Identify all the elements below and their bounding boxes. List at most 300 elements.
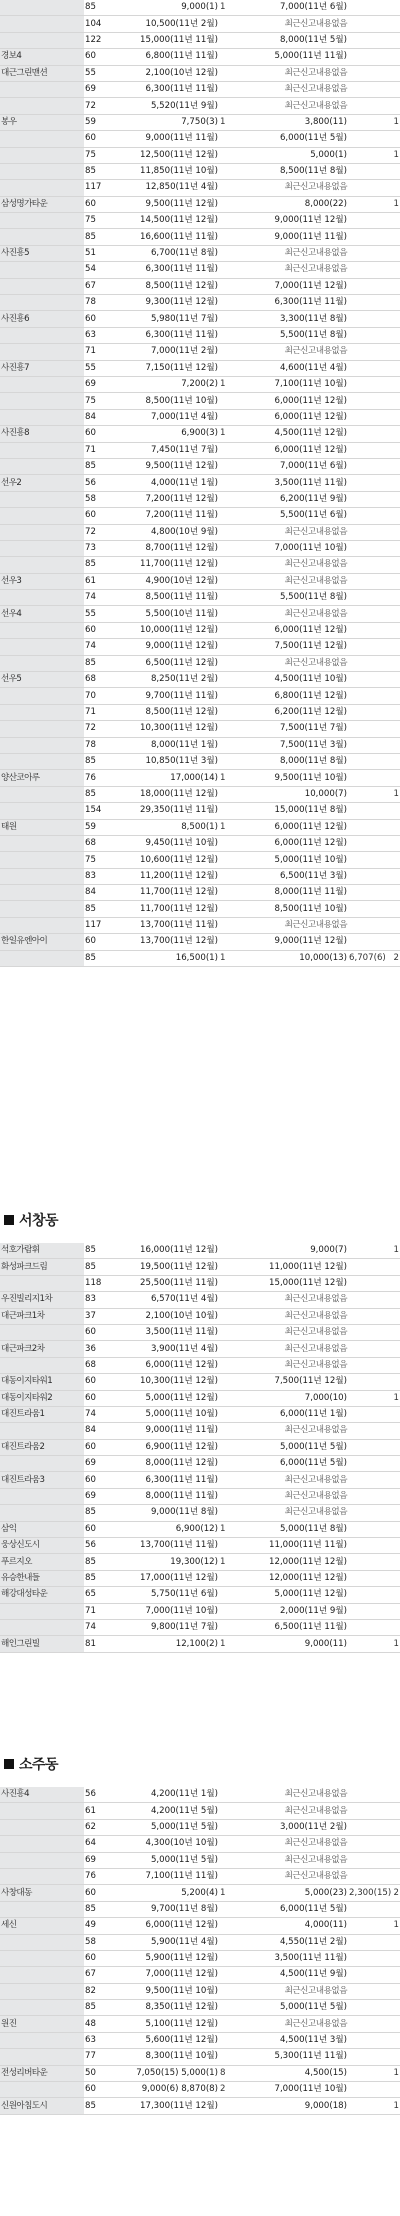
jeonse-price-cell: 10,000(13) [239, 950, 348, 966]
complex-name-cell: 봉우 [0, 114, 84, 130]
monthly-rent-cell [348, 1439, 383, 1455]
monthly-rent-cell [348, 2049, 383, 2065]
monthly-count-cell [383, 278, 400, 294]
monthly-count-cell [383, 1439, 400, 1455]
complex-name-cell [0, 639, 84, 655]
monthly-rent-cell [348, 327, 383, 343]
sale-count-cell [219, 262, 239, 278]
sale-count-cell [219, 147, 239, 163]
table-row [0, 573, 400, 589]
sale-count-cell [219, 196, 239, 212]
area-cell: 60 [84, 196, 107, 212]
area-cell: 77 [84, 2049, 107, 2065]
sale-count-cell [219, 704, 239, 720]
monthly-rent-cell [348, 491, 383, 507]
jeonse-price-cell: 6,000(11년 12월) [239, 409, 348, 425]
monthly-count-cell [383, 901, 400, 917]
area-cell: 82 [84, 1983, 107, 1999]
table-row [0, 606, 400, 622]
sale-count-cell [219, 803, 239, 819]
monthly-count-cell [383, 81, 400, 97]
monthly-count-cell [383, 327, 400, 343]
jeonse-price-cell: 2,000(11년 9월) [239, 1603, 348, 1619]
monthly-count-cell [383, 1587, 400, 1603]
complex-name-cell: 화성파크드림 [0, 1259, 84, 1275]
monthly-count-cell [383, 1406, 400, 1422]
table-row [0, 1636, 400, 1652]
table-row [0, 1570, 400, 1586]
complex-name-cell [0, 1324, 84, 1340]
sale-price-cell: 13,700(11년 11월) [107, 1538, 219, 1554]
area-cell: 60 [84, 1439, 107, 1455]
complex-name-cell: 대근그린맨션 [0, 65, 84, 81]
sale-count-cell [219, 508, 239, 524]
sale-price-cell: 9,700(11년 11월) [107, 688, 219, 704]
sale-price-cell: 11,200(11년 12월) [107, 868, 219, 884]
table-row [0, 245, 400, 261]
sale-count-cell: 1 [219, 1554, 239, 1570]
sale-price-cell: 5,000(11년 12월) [107, 1390, 219, 1406]
sale-price-cell: 8,500(11년 10월) [107, 393, 219, 409]
sale-price-cell: 9,000(11년 8월) [107, 1505, 219, 1521]
sale-count-cell: 1 [219, 426, 239, 442]
monthly-count-cell: 1 [383, 1636, 400, 1652]
sale-count-cell: 1 [219, 950, 239, 966]
sale-price-cell: 6,800(11년 11월) [107, 49, 219, 65]
complex-name-cell [0, 1275, 84, 1291]
area-cell: 75 [84, 852, 107, 868]
table-row [0, 442, 400, 458]
monthly-rent-cell [348, 1292, 383, 1308]
area-cell: 48 [84, 2016, 107, 2032]
sale-count-cell [219, 1619, 239, 1635]
sale-count-cell [219, 606, 239, 622]
complex-name-cell: 선우2 [0, 475, 84, 491]
table-row [0, 1554, 400, 1570]
monthly-rent-cell [348, 655, 383, 671]
monthly-rent-cell [348, 1787, 383, 1803]
sale-price-cell: 7,150(11년 12월) [107, 360, 219, 376]
sale-count-cell [219, 491, 239, 507]
monthly-rent-cell [348, 753, 383, 769]
jeonse-price-cell: 6,000(11년 5월) [239, 1901, 348, 1917]
monthly-count-cell [383, 376, 400, 392]
sale-price-cell: 5,900(11년 4월) [107, 1934, 219, 1950]
sale-count-cell: 1 [219, 819, 239, 835]
sale-price-cell: 17,000(14) [107, 770, 219, 786]
sale-count-cell [219, 852, 239, 868]
jeonse-price-cell: 최근신고내용없음 [239, 1868, 348, 1884]
complex-name-cell [0, 590, 84, 606]
monthly-count-cell [383, 622, 400, 638]
sale-price-cell: 8,000(11년 11월) [107, 1488, 219, 1504]
sale-count-cell [219, 1787, 239, 1803]
sale-count-cell [219, 131, 239, 147]
price-table [0, 1787, 400, 2115]
area-cell: 85 [84, 2000, 107, 2016]
area-cell: 117 [84, 180, 107, 196]
monthly-rent-cell [348, 1950, 383, 1966]
area-cell: 37 [84, 1308, 107, 1324]
complex-name-cell [0, 852, 84, 868]
jeonse-price-cell: 4,500(11년 3월) [239, 2032, 348, 2048]
jeonse-price-cell: 4,500(15) [239, 2065, 348, 2081]
monthly-count-cell [383, 639, 400, 655]
area-cell: 63 [84, 327, 107, 343]
monthly-rent-cell [348, 672, 383, 688]
sale-count-cell [219, 1308, 239, 1324]
area-cell: 69 [84, 1852, 107, 1868]
area-cell: 85 [84, 786, 107, 802]
sale-price-cell: 13,700(11년 12월) [107, 934, 219, 950]
monthly-count-cell [383, 180, 400, 196]
jeonse-price-cell: 5,000(1) [239, 147, 348, 163]
area-cell: 55 [84, 65, 107, 81]
table-row [0, 753, 400, 769]
complex-name-cell [0, 540, 84, 556]
complex-name-cell [0, 950, 84, 966]
jeonse-price-cell: 8,000(22) [239, 196, 348, 212]
area-cell: 58 [84, 1934, 107, 1950]
sale-price-cell: 16,500(1) [107, 950, 219, 966]
table-row [0, 688, 400, 704]
monthly-count-cell [383, 688, 400, 704]
sale-count-cell [219, 1488, 239, 1504]
monthly-count-cell: 1 [383, 196, 400, 212]
sale-price-cell: 7,000(11년 10월) [107, 1603, 219, 1619]
sale-price-cell: 5,750(11년 6월) [107, 1587, 219, 1603]
sale-count-cell [219, 1505, 239, 1521]
sale-price-cell: 9,000(11년 12월) [107, 639, 219, 655]
sale-count-cell [219, 1918, 239, 1934]
monthly-count-cell [383, 672, 400, 688]
monthly-rent-cell [348, 524, 383, 540]
jeonse-price-cell: 8,500(11년 10월) [239, 901, 348, 917]
monthly-rent-cell [348, 65, 383, 81]
table-row [0, 1619, 400, 1635]
jeonse-price-cell: 8,000(11년 8월) [239, 753, 348, 769]
sale-price-cell: 9,700(11년 8월) [107, 1901, 219, 1917]
monthly-rent-cell [348, 639, 383, 655]
complex-name-cell [0, 508, 84, 524]
jeonse-price-cell: 5,300(11년 11월) [239, 2049, 348, 2065]
monthly-count-cell [383, 1423, 400, 1439]
table-row [0, 1423, 400, 1439]
sale-count-cell [219, 524, 239, 540]
monthly-rent-cell [348, 540, 383, 556]
price-table [0, 0, 400, 967]
table-row [0, 1488, 400, 1504]
sale-price-cell: 19,500(11년 12월) [107, 1259, 219, 1275]
sale-count-cell [219, 1983, 239, 1999]
table-row [0, 622, 400, 638]
area-cell: 72 [84, 721, 107, 737]
table-row [0, 180, 400, 196]
monthly-count-cell [383, 1619, 400, 1635]
monthly-count-cell [383, 442, 400, 458]
sale-price-cell: 7,000(11년 4월) [107, 409, 219, 425]
area-cell: 64 [84, 1836, 107, 1852]
sale-price-cell: 10,500(11년 2월) [107, 16, 219, 32]
area-cell: 76 [84, 770, 107, 786]
sale-price-cell: 9,000(11년 11월) [107, 1423, 219, 1439]
monthly-rent-cell [348, 2065, 383, 2081]
monthly-rent-cell [348, 1341, 383, 1357]
monthly-count-cell [383, 213, 400, 229]
jeonse-price-cell: 7,000(11년 10월) [239, 540, 348, 556]
monthly-rent-cell [348, 1819, 383, 1835]
sale-price-cell: 2,100(10년 12월) [107, 65, 219, 81]
complex-name-cell [0, 868, 84, 884]
sale-count-cell [219, 622, 239, 638]
sale-count-cell [219, 1341, 239, 1357]
monthly-count-cell [383, 1538, 400, 1554]
table-row [0, 1505, 400, 1521]
sale-price-cell: 7,450(11년 7월) [107, 442, 219, 458]
table-row [0, 1259, 400, 1275]
monthly-count-cell [383, 868, 400, 884]
monthly-count-cell [383, 573, 400, 589]
area-cell: 85 [84, 229, 107, 245]
jeonse-price-cell: 5,000(23) [239, 1885, 348, 1901]
table-row [0, 1787, 400, 1803]
table-section-2 [0, 1243, 400, 1653]
price-table [0, 1243, 400, 1653]
jeonse-price-cell: 6,000(11년 12월) [239, 835, 348, 851]
sale-price-cell: 4,000(11년 1월) [107, 475, 219, 491]
sale-price-cell: 5,900(11년 12월) [107, 1950, 219, 1966]
complex-name-cell: 사진흥8 [0, 426, 84, 442]
table-row [0, 1934, 400, 1950]
complex-name-cell [0, 262, 84, 278]
sale-count-cell [219, 672, 239, 688]
sale-price-cell: 12,500(11년 12월) [107, 147, 219, 163]
complex-name-cell: 경보4 [0, 49, 84, 65]
complex-name-cell [0, 1619, 84, 1635]
complex-name-cell [0, 409, 84, 425]
complex-name-cell [0, 344, 84, 360]
jeonse-price-cell: 6,200(11년 9월) [239, 491, 348, 507]
table-row [0, 1390, 400, 1406]
area-cell: 85 [84, 163, 107, 179]
complex-name-cell [0, 295, 84, 311]
area-cell: 55 [84, 606, 107, 622]
sale-price-cell: 6,900(3) [107, 426, 219, 442]
complex-name-cell [0, 1836, 84, 1852]
sale-count-cell [219, 934, 239, 950]
complex-name-cell [0, 688, 84, 704]
sale-price-cell: 9,500(11년 12월) [107, 196, 219, 212]
complex-name-cell: 선우4 [0, 606, 84, 622]
jeonse-price-cell: 7,000(11년 12월) [239, 278, 348, 294]
monthly-rent-cell [348, 131, 383, 147]
monthly-count-cell [383, 606, 400, 622]
sale-price-cell: 9,450(11년 10월) [107, 835, 219, 851]
sale-price-cell: 5,600(11년 12월) [107, 2032, 219, 2048]
sale-price-secondary: 8,870(8) [181, 2084, 218, 2095]
table-row [0, 2016, 400, 2032]
area-cell: 81 [84, 1636, 107, 1652]
complex-name-cell: 사창대동 [0, 1885, 84, 1901]
monthly-rent-cell [348, 1983, 383, 1999]
complex-name-cell [0, 2049, 84, 2065]
area-cell: 71 [84, 704, 107, 720]
monthly-rent-cell: 6,707(6) [348, 950, 383, 966]
sale-count-cell [219, 278, 239, 294]
area-cell: 56 [84, 475, 107, 491]
complex-name-cell [0, 557, 84, 573]
monthly-count-cell [383, 885, 400, 901]
complex-name-cell: 태원 [0, 819, 84, 835]
monthly-rent-cell [348, 147, 383, 163]
monthly-count-cell [383, 704, 400, 720]
jeonse-price-cell: 최근신고내용없음 [239, 573, 348, 589]
complex-name-cell [0, 16, 84, 32]
monthly-rent-cell [348, 557, 383, 573]
complex-name-cell: 전성리버타운 [0, 2065, 84, 2081]
table-row [0, 65, 400, 81]
monthly-rent-cell [348, 1852, 383, 1868]
sale-count-cell [219, 229, 239, 245]
area-cell: 61 [84, 573, 107, 589]
table-row [0, 1885, 400, 1901]
sale-count-cell [219, 311, 239, 327]
sale-price-cell: 11,850(11년 10월) [107, 163, 219, 179]
sale-count-cell [219, 573, 239, 589]
monthly-rent-cell [348, 1259, 383, 1275]
sale-count-cell [219, 163, 239, 179]
complex-name-cell: 푸르지오 [0, 1554, 84, 1570]
section-title: 소주동 [19, 1757, 59, 1773]
jeonse-price-cell: 최근신고내용없음 [239, 1852, 348, 1868]
complex-name-cell [0, 376, 84, 392]
complex-name-cell [0, 835, 84, 851]
sale-price-cell: 10,300(11년 12월) [107, 721, 219, 737]
monthly-count-cell [383, 2016, 400, 2032]
monthly-rent-cell [348, 622, 383, 638]
area-cell: 60 [84, 131, 107, 147]
monthly-rent-cell [348, 98, 383, 114]
sale-count-cell: 1 [219, 1521, 239, 1537]
jeonse-price-cell: 최근신고내용없음 [239, 245, 348, 261]
area-cell: 72 [84, 524, 107, 540]
sale-count-cell [219, 1587, 239, 1603]
monthly-rent-cell [348, 180, 383, 196]
area-cell: 60 [84, 1950, 107, 1966]
monthly-count-cell [383, 1505, 400, 1521]
table-row [0, 491, 400, 507]
jeonse-price-cell: 최근신고내용없음 [239, 262, 348, 278]
sale-price-cell: 6,300(11년 11월) [107, 262, 219, 278]
monthly-rent-cell [348, 114, 383, 130]
table-row [0, 2049, 400, 2065]
complex-name-cell [0, 1852, 84, 1868]
monthly-rent-cell [348, 1243, 383, 1259]
complex-name-cell [0, 229, 84, 245]
area-cell: 70 [84, 688, 107, 704]
monthly-count-cell [383, 819, 400, 835]
sale-count-cell [219, 1868, 239, 1884]
sale-price-cell: 7,200(11년 11월) [107, 508, 219, 524]
complex-name-cell: 석호가람휘 [0, 1243, 84, 1259]
sale-count-cell: 2 [219, 2082, 239, 2098]
monthly-rent-cell [348, 81, 383, 97]
sale-price-cell: 6,700(11년 8월) [107, 245, 219, 261]
sale-count-cell [219, 98, 239, 114]
sale-price-cell: 5,000(11년 10월) [107, 1406, 219, 1422]
monthly-rent-cell [348, 1423, 383, 1439]
complex-name-cell [0, 1357, 84, 1373]
area-cell: 60 [84, 508, 107, 524]
monthly-count-cell [383, 1570, 400, 1586]
monthly-count-cell [383, 557, 400, 573]
sale-price-cell: 7,000(11년 2월) [107, 344, 219, 360]
monthly-rent-cell [348, 852, 383, 868]
table-row [0, 426, 400, 442]
monthly-count-cell: 1 [383, 786, 400, 802]
complex-name-cell [0, 442, 84, 458]
area-cell: 67 [84, 278, 107, 294]
sale-count-cell [219, 901, 239, 917]
sale-count-cell [219, 2098, 239, 2114]
monthly-count-cell [383, 1967, 400, 1983]
sale-count-cell [219, 1570, 239, 1586]
monthly-rent-cell [348, 393, 383, 409]
area-cell: 75 [84, 393, 107, 409]
sale-count-cell [219, 344, 239, 360]
sale-count-cell [219, 295, 239, 311]
monthly-rent-cell [348, 721, 383, 737]
area-cell: 75 [84, 213, 107, 229]
sale-count-cell [219, 180, 239, 196]
monthly-count-cell: 2 [383, 1885, 400, 1901]
area-cell: 117 [84, 917, 107, 933]
area-cell: 85 [84, 753, 107, 769]
table-row [0, 672, 400, 688]
complex-name-cell [0, 786, 84, 802]
sale-price-cell: 5,000(11년 5월) [107, 1819, 219, 1835]
sale-count-cell [219, 639, 239, 655]
complex-name-cell [0, 0, 84, 16]
sale-count-cell [219, 327, 239, 343]
sale-count-cell [219, 1243, 239, 1259]
monthly-rent-cell [348, 1538, 383, 1554]
sale-count-cell [219, 81, 239, 97]
sale-count-cell [219, 2000, 239, 2016]
table-row [0, 721, 400, 737]
sale-price-cell: 14,500(11년 12월) [107, 213, 219, 229]
complex-name-cell [0, 1967, 84, 1983]
table-row [0, 1983, 400, 1999]
jeonse-price-cell: 9,000(11) [239, 1636, 348, 1652]
monthly-count-cell [383, 1259, 400, 1275]
sale-count-cell [219, 1852, 239, 1868]
table-row [0, 295, 400, 311]
sale-price: 7,050(15) [136, 2067, 179, 2078]
sale-count-cell [219, 1439, 239, 1455]
table-row [0, 409, 400, 425]
monthly-count-cell: 2 [383, 950, 400, 966]
table-row [0, 950, 400, 966]
complex-name-cell: 양산코아루 [0, 770, 84, 786]
section-title: 서창동 [19, 1213, 59, 1229]
sale-count-cell [219, 1950, 239, 1966]
monthly-count-cell [383, 32, 400, 48]
area-cell: 84 [84, 409, 107, 425]
table-row [0, 1357, 400, 1373]
monthly-rent-cell [348, 1406, 383, 1422]
complex-name-cell [0, 98, 84, 114]
